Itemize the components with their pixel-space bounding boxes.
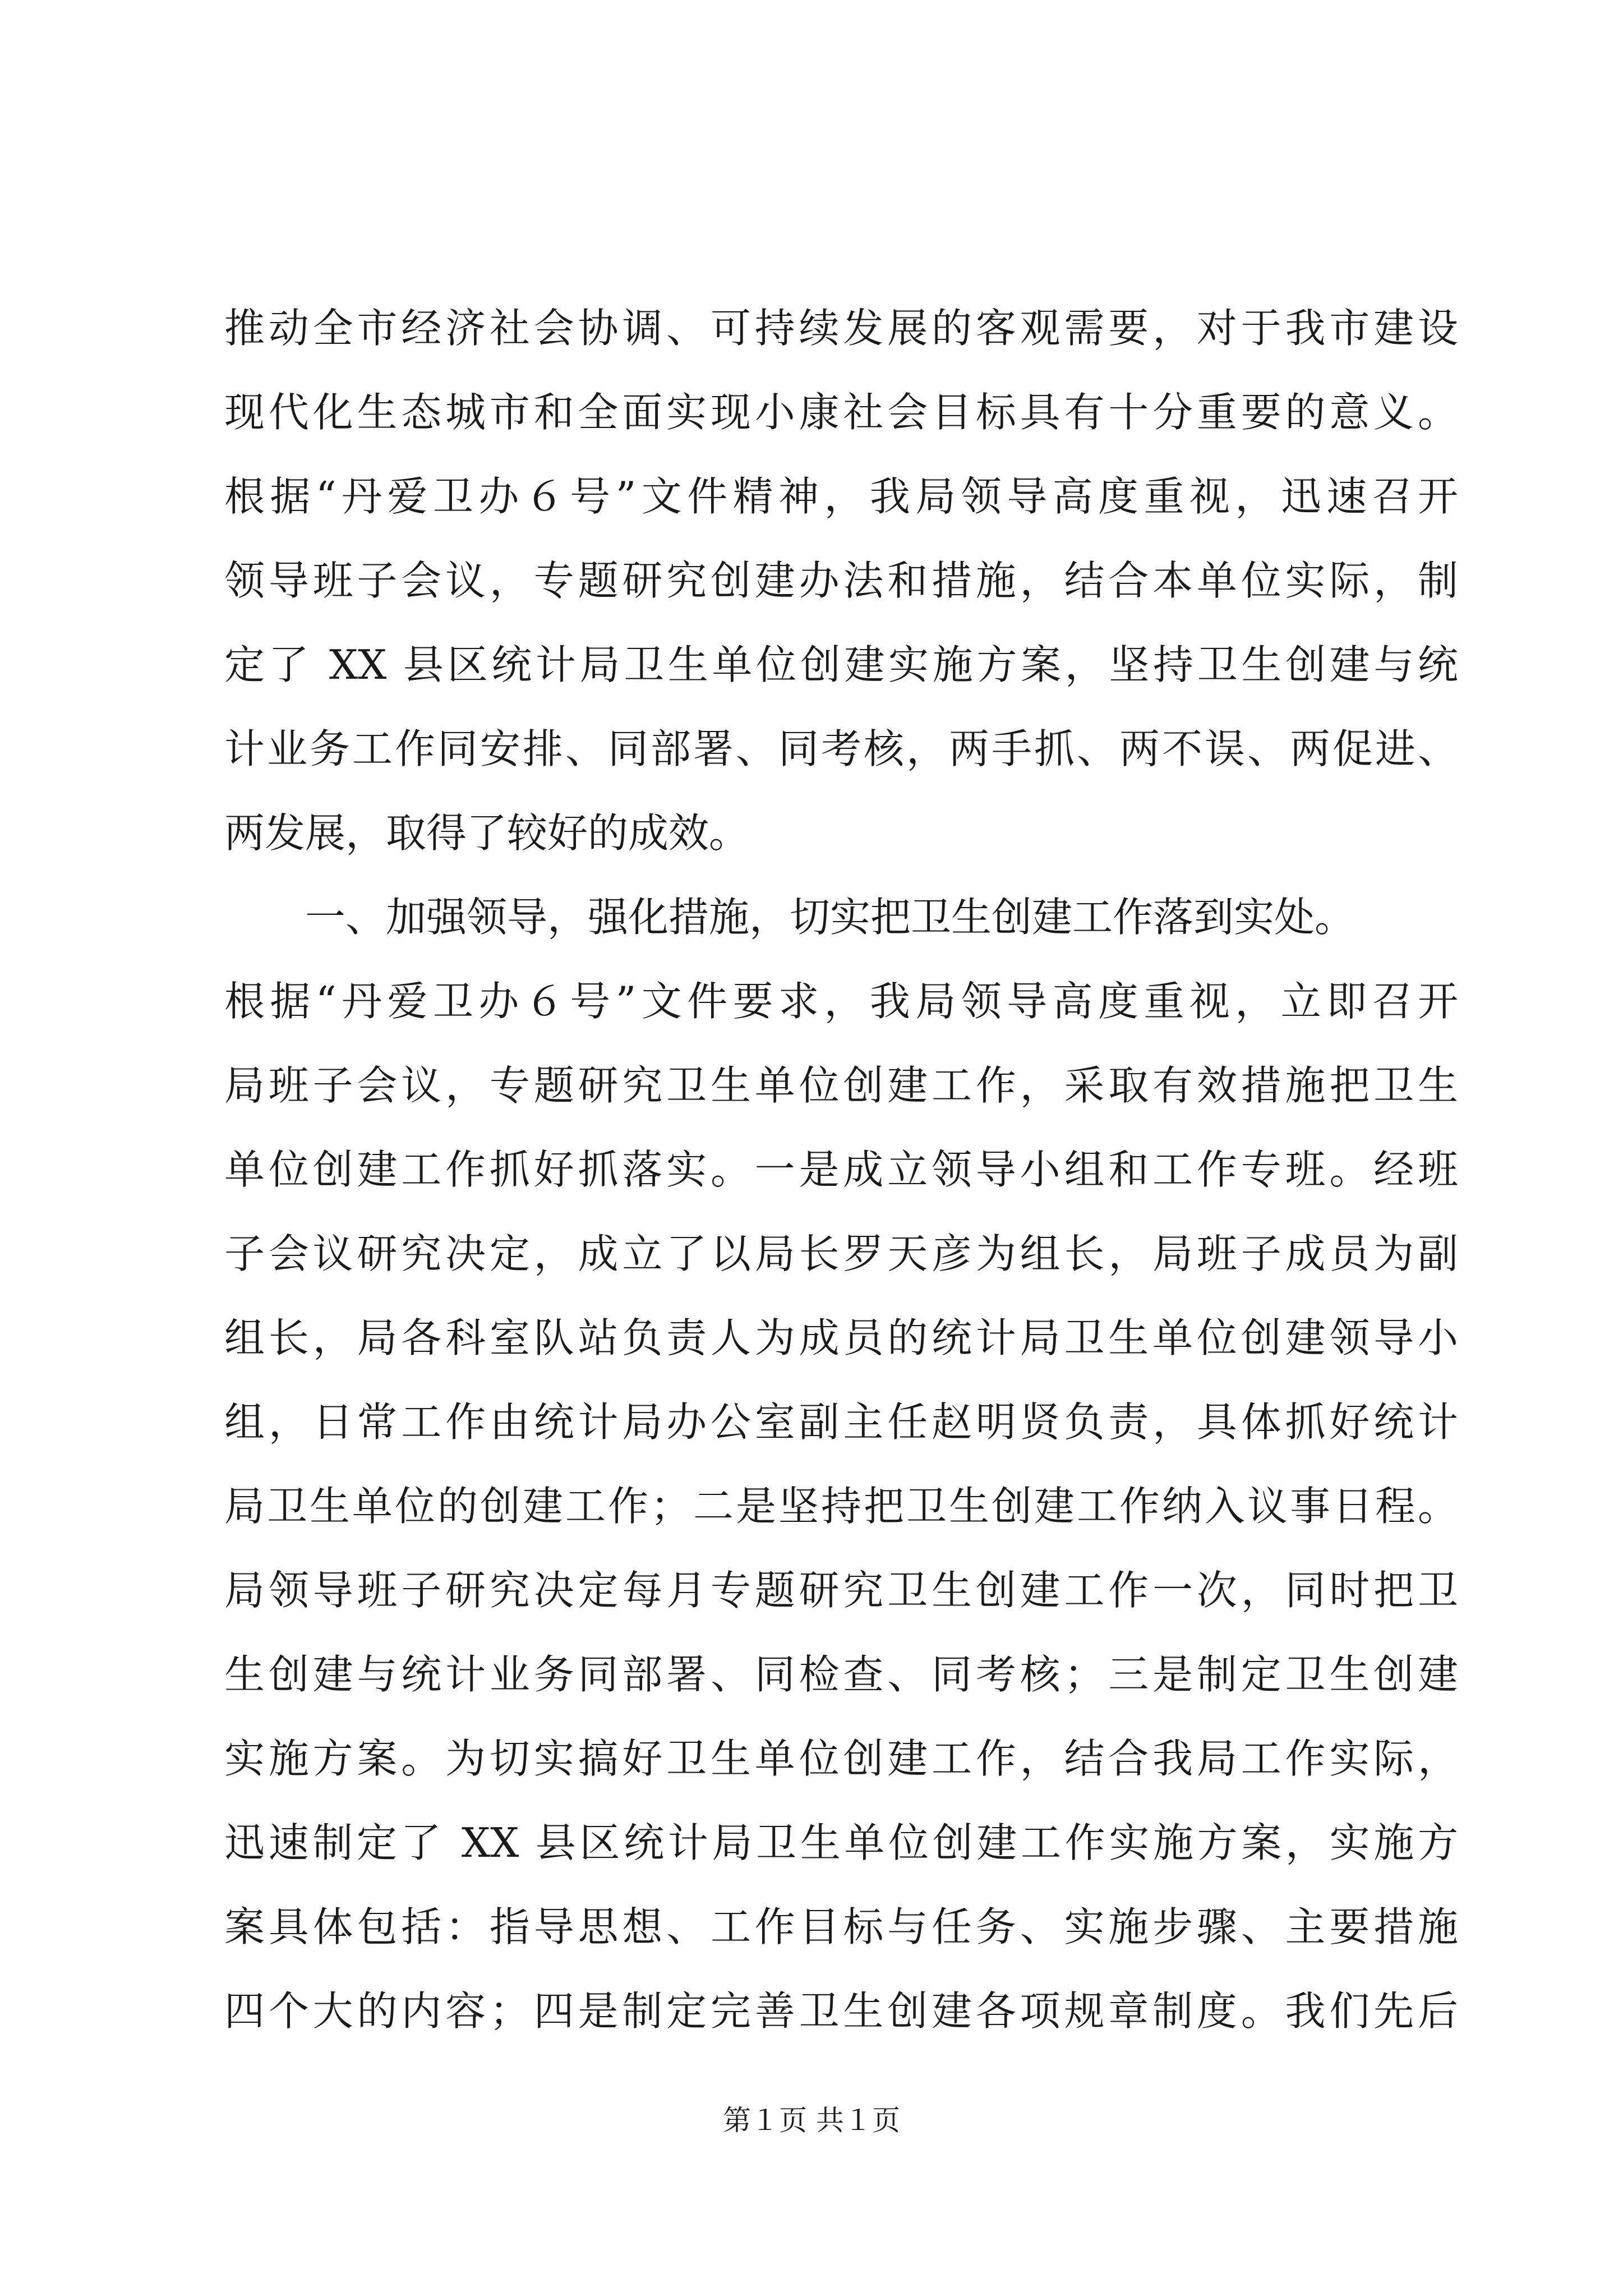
text-line: 实施方案。为切实搞好卫生单位创建工作，结合我局工作实际， [224,1735,1458,1782]
text-line: 迅速制定了 XX 县区统计局卫生单位创建工作实施方案，实施方 [224,1819,1458,1866]
text-line: 一、加强领导，强化措施，切实把卫生创建工作落到实处。 [305,894,1355,941]
text-line: 四个大的内容；四是制定完善卫生创建各项规章制度。我们先后 [224,1987,1458,2035]
text-line: 推动全市经济社会协调、可持续发展的客观需要，对于我市建设 [224,305,1458,352]
document-body [224,286,1458,2053]
text-line: 子会议研究决定，成立了以局长罗天彦为组长，局班子成员为副 [224,1230,1458,1277]
text-line: 两发展，取得了较好的成效。 [224,809,750,857]
text-line: 单位创建工作抓好抓落实。一是成立领导小组和工作专班。经班 [224,1146,1458,1193]
text-line: 根据“丹爱卫办６号”文件要求，我局领导高度重视，立即召开 [224,978,1458,1025]
text-line: 局领导班子研究决定每月专题研究卫生创建工作一次，同时把卫 [224,1567,1458,1614]
text-line: 根据“丹爱卫办６号”文件精神，我局领导高度重视，迅速召开 [224,473,1458,520]
text-line: 局班子会议，专题研究卫生单位创建工作，采取有效措施把卫生 [224,1062,1458,1109]
paragraph [224,875,1458,2053]
text-line: 计业务工作同安排、同部署、同考核，两手抓、两不误、两促进、 [224,725,1458,772]
text-line: 组长，局各科室队站负责人为成员的统计局卫生单位创建领导小 [224,1314,1458,1361]
text-line: 定了 XX 县区统计局卫生单位创建实施方案，坚持卫生创建与统 [224,641,1458,688]
page-footer: 第１页 共１页 [723,2104,900,2137]
text-line: 生创建与统计业务同部署、同检查、同考核；三是制定卫生创建 [224,1651,1458,1698]
text-line: 局卫生单位的创建工作；二是坚持把卫生创建工作纳入议事日程。 [224,1483,1458,1530]
text-line: 案具体包括：指导思想、工作目标与任务、实施步骤、主要措施 [224,1903,1458,1950]
text-line: 领导班子会议，专题研究创建办法和措施，结合本单位实际，制 [224,557,1458,604]
text-line: 组，日常工作由统计局办公室副主任赵明贤负责，具体抓好统计 [224,1398,1458,1446]
text-line: 现代化生态城市和全面实现小康社会目标具有十分重要的意义。 [224,389,1458,436]
paragraph [224,286,1458,875]
